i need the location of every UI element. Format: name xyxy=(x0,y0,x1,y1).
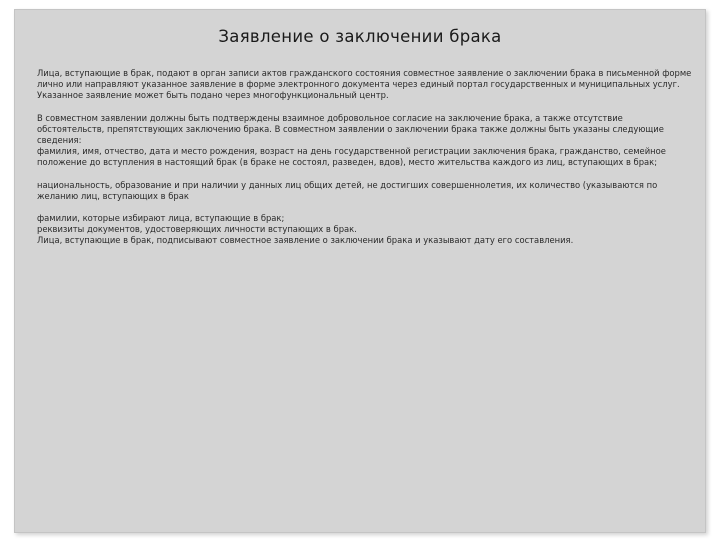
paragraph-3 xyxy=(37,180,692,202)
paragraph-1 xyxy=(37,68,692,102)
paragraph-4 xyxy=(37,213,692,247)
paragraph-line: фамилия, имя, отчество, дата и место рождения, возраст на день государственной регистрации заключения брака, гражданство, семейное положение до вступления в настоящий брак (в браке не состоял, разведен, вдов), место жительства каждого из лиц, вступающих в брак; xyxy=(37,146,669,168)
paragraph-line: Лица, вступающие в брак, подписывают совместное заявление о заключении брака и указывают дату его составления. xyxy=(37,235,574,246)
paragraph-line: Лица, вступающие в брак, подают в орган записи актов гражданского состояния совместное заявление о заключении брака в письменной форме лично или направляют указанное заявление в форме электронного документа через единый портал государственных и муниципальных услуг. Указанное заявление может быть подано через многофункциональный центр. xyxy=(37,68,694,101)
paragraph-line: фамилии, которые избирают лица, вступающие в брак; xyxy=(37,213,285,224)
slide xyxy=(14,9,706,533)
paragraph-line: В совместном заявлении должны быть подтверждены взаимное добровольное согласие на заключение брака, а также отсутствие обстоятельств, препятствующих заключению брака. В совместном заявлении о заключении брака также должны быть указаны следующие сведения: xyxy=(37,112,667,146)
slide-title: Заявление о заключении брака xyxy=(218,27,502,46)
slide-body xyxy=(37,68,692,258)
paragraph-2 xyxy=(37,113,692,169)
paragraph-line: реквизиты документов, удостоверяющих личности вступающих в брак. xyxy=(37,224,357,235)
paragraph-line: национальность, образование и при наличии у данных лиц общих детей, не достигших совершеннолетия, их количество (указываются по желанию лиц, вступающих в брак xyxy=(37,179,660,201)
